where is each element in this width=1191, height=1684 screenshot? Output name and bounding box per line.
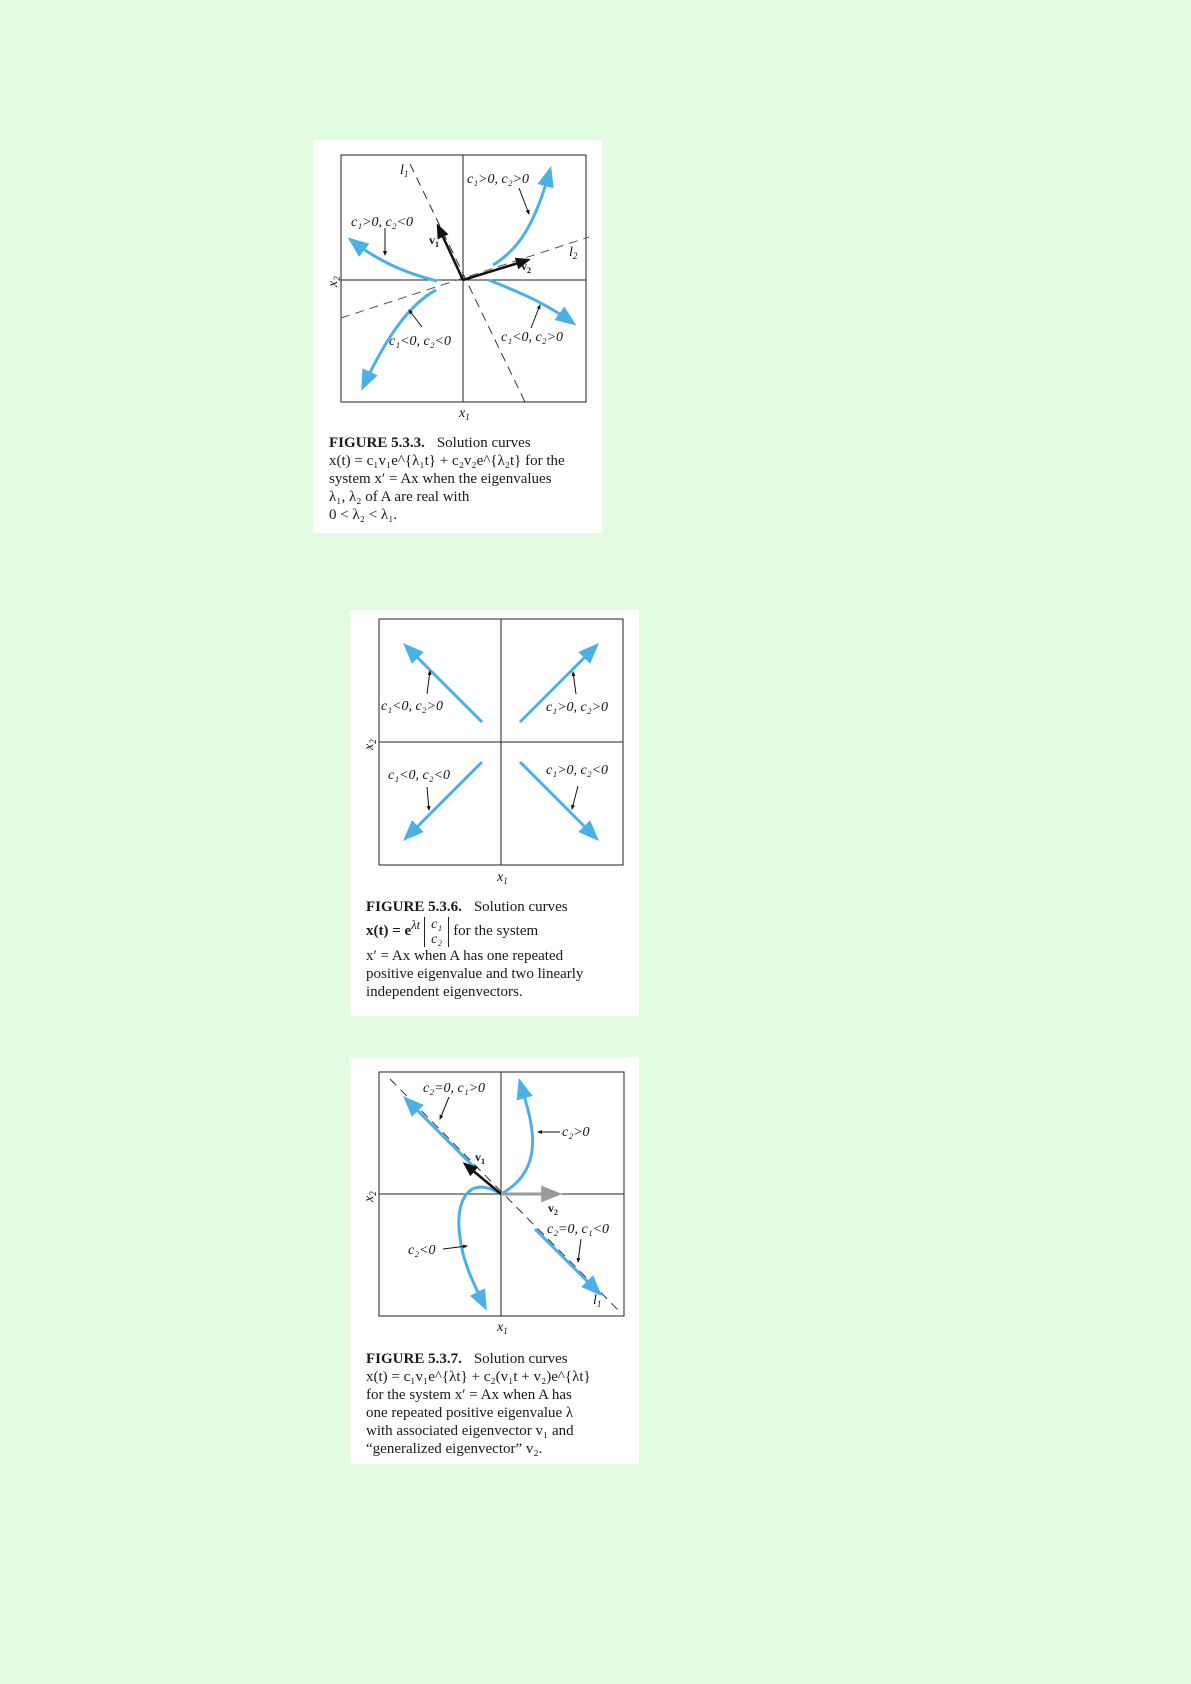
- eigenvector-v1-arrow: [438, 226, 463, 280]
- pointer-tl: [427, 671, 430, 694]
- pointer-q1: [519, 188, 529, 214]
- curve-c2-negative: [459, 1187, 501, 1307]
- v2-label: $v_2$: [521, 259, 531, 275]
- pointer-q4: [531, 305, 540, 328]
- pointer-bl: [427, 787, 429, 810]
- pointer-br: [572, 786, 578, 809]
- pointer-right: [578, 1239, 581, 1262]
- figure-5-3-6: [350, 610, 639, 1016]
- v2-label: $v_2$: [548, 1201, 558, 1217]
- label-tl: c₁<0, c₂>0: [381, 699, 444, 714]
- x1-axis-label: $x_1$: [497, 870, 508, 886]
- label-q1: c₁>0, c₂>0: [467, 172, 530, 187]
- pointer-q3: [409, 310, 422, 327]
- pointer-tr: [573, 672, 576, 694]
- figure-caption: FIGURE 5.3.6. Solution curves $x(t) = e^{\lambda t}$ c₁ c₂ for the system x′ = Ax when A has one repeated positive eigenvalue and two linearly independent eigenvectors.: [366, 899, 584, 1000]
- coefficient-matrix: c₁ c₂: [424, 917, 449, 947]
- l2-label: $l_2$: [569, 245, 578, 261]
- pointer-c2neg: [443, 1246, 467, 1249]
- ray-lower-right: [535, 1229, 599, 1293]
- curve-c2-positive: [501, 1082, 533, 1194]
- l1-label: $l_1$: [400, 163, 409, 179]
- figure-caption: FIGURE 5.3.3. Solution curves x(t) = c₁v₁e^{λ₁t} + c₂v₂e^{λ₂t} for the system x′ = Ax when the eigenvalues λ₁, λ₂ of A are real with 0 < λ₂ < λ₁.: [329, 435, 565, 523]
- x1-axis-label: $x_1$: [497, 1320, 508, 1336]
- x2-axis-label: $x_2$: [362, 739, 378, 750]
- phase-portrait-diagram-2: [350, 610, 639, 890]
- label-tr: c₁>0, c₂>0: [546, 700, 609, 715]
- eigenline-l1: [410, 164, 525, 402]
- x2-axis-label: $x_2$: [326, 276, 342, 287]
- phase-portrait-diagram-3: [350, 1057, 639, 1342]
- label-bl: c₁<0, c₂<0: [388, 768, 451, 783]
- label-top: c₂=0, c₁>0: [423, 1081, 486, 1096]
- label-right: c₂=0, c₁<0: [547, 1222, 610, 1237]
- v1-label: $v_1$: [475, 1150, 485, 1166]
- figure-5-3-7: [350, 1057, 639, 1464]
- x2-axis-label: $x_2$: [362, 1191, 378, 1202]
- label-c2-negative: c₂<0: [408, 1243, 436, 1258]
- label-q3: c₁<0, c₂<0: [389, 334, 452, 349]
- ray-upper-left: [406, 1099, 476, 1169]
- pointer-top: [440, 1097, 449, 1119]
- label-q4: c₁<0, c₂>0: [501, 330, 564, 345]
- figure-caption: FIGURE 5.3.7. Solution curves x(t) = c₁v₁e^{λt} + c₂(v₁t + v₂)e^{λt} for the system x′ = Ax when A has one repeated positive eigenvalue λ with associated eigenvector v₁ and “generalized eigenvector” v₂.: [366, 1351, 591, 1457]
- phase-portrait-diagram-1: [313, 140, 602, 430]
- label-q2: c₁>0, c₂<0: [351, 215, 414, 230]
- l1-label: $l_1$: [593, 1293, 602, 1309]
- label-br: c₁>0, c₂<0: [546, 763, 609, 778]
- label-c2-positive: c₂>0: [562, 1125, 590, 1140]
- v1-label: $v_1$: [429, 233, 439, 249]
- figure-5-3-3: [313, 140, 602, 533]
- x1-axis-label: $x_1$: [459, 406, 470, 422]
- curve-q4: [489, 280, 573, 323]
- curve-q2: [351, 240, 437, 281]
